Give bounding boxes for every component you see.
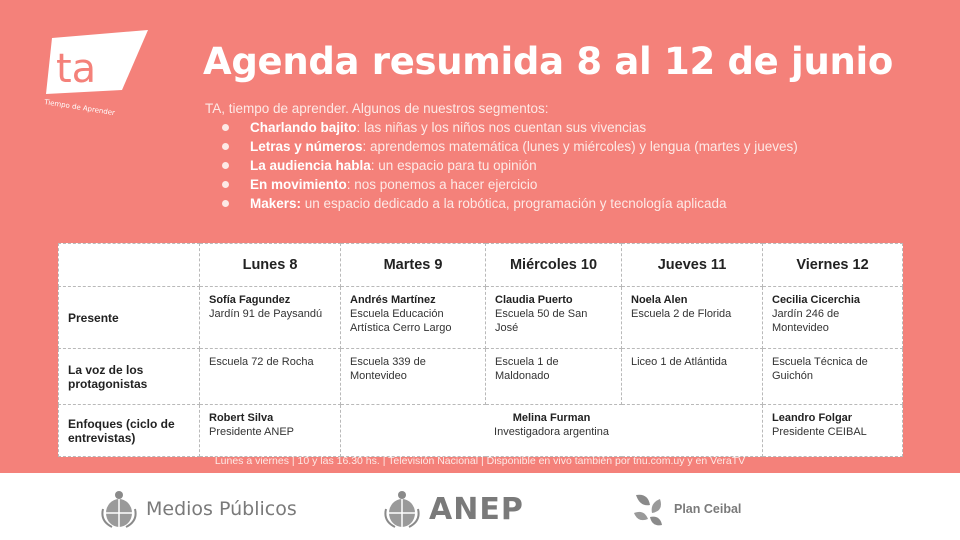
table-cell: Escuela 339 de Montevideo — [341, 349, 486, 405]
partners-bar — [0, 473, 960, 540]
uruguay-crest-icon — [383, 489, 421, 529]
table-cell: Escuela Técnica de Guichón — [763, 349, 903, 405]
table-cell: Liceo 1 de Atlántida — [622, 349, 763, 405]
segment-item — [205, 175, 925, 194]
medios-publicos-text: Medios Públicos — [146, 498, 297, 520]
guest-detail: Investigadora argentina — [494, 426, 609, 438]
table-row — [59, 349, 903, 405]
segment-desc: un espacio dedicado a la robótica, programación y tecnología aplicada — [301, 196, 727, 211]
guest-name: Leandro Folgar — [772, 412, 853, 424]
uruguay-crest-icon — [100, 489, 138, 529]
ceibal-flower-icon — [630, 491, 666, 527]
guest-name: Sofía Fagundez — [209, 294, 291, 306]
guest-detail: Escuela 2 de Florida — [631, 308, 732, 320]
guest-detail: Jardín 246 de Montevideo — [772, 308, 840, 334]
guest-detail: Escuela Educación Artística Cerro Largo — [350, 308, 452, 334]
table-cell — [622, 287, 763, 349]
logo-text: ta — [56, 46, 97, 92]
day-header: Martes 9 — [341, 244, 486, 287]
segment-name: Charlando bajito — [250, 120, 357, 135]
guest-name: Melina Furman — [512, 412, 591, 424]
segment-item — [205, 118, 925, 137]
table-cell — [486, 287, 622, 349]
segment-item — [205, 137, 925, 156]
intro-section — [205, 99, 925, 213]
table-cell — [763, 287, 903, 349]
guest-name: Claudia Puerto — [495, 294, 573, 306]
segment-desc: : un espacio para tu opinión — [370, 158, 537, 173]
table-cell — [200, 287, 341, 349]
table-header-row — [59, 244, 903, 287]
segment-name: Letras y números — [250, 139, 363, 154]
day-header: Lunes 8 — [200, 244, 341, 287]
guest-name: Noela Alen — [631, 294, 688, 306]
medios-publicos-logo — [100, 489, 297, 529]
anep-text: ANEP — [429, 491, 524, 527]
plan-ceibal-text: Plan Ceibal — [674, 502, 742, 516]
segment-name: En movimiento — [250, 177, 347, 192]
day-header: Jueves 11 — [622, 244, 763, 287]
segment-name: La audiencia habla — [250, 158, 371, 173]
table-cell: Escuela 1 de Maldonado — [486, 349, 622, 405]
segment-desc: : nos ponemos a hacer ejercicio — [346, 177, 538, 192]
guest-detail: Presidente ANEP — [209, 426, 294, 438]
anep-logo — [383, 489, 524, 529]
segment-desc: : las niñas y los niños nos cuentan sus vivencias — [356, 120, 647, 135]
header-empty-cell — [59, 244, 200, 287]
guest-detail: Jardín 91 de Paysandú — [209, 308, 323, 320]
guest-detail: Presidente CEIBAL — [772, 426, 867, 438]
guest-detail: Escuela 50 de San José — [495, 308, 588, 334]
agenda-table — [58, 243, 903, 457]
intro-lead: TA, tiempo de aprender. Algunos de nuestros segmentos: — [205, 101, 549, 116]
page-title: Agenda resumida 8 al 12 de junio — [203, 40, 894, 83]
segment-desc: : aprendemos matemática (lunes y miércoles) y lengua (martes y jueves) — [362, 139, 798, 154]
segment-list — [205, 118, 925, 213]
guest-name: Robert Silva — [209, 412, 274, 424]
day-header: Viernes 12 — [763, 244, 903, 287]
segment-name: Makers: — [250, 196, 302, 211]
plan-ceibal-logo — [630, 489, 741, 529]
schedule-footer: Lunes a viernes | 10 y las 16.30 hs. | Televisión Nacional | Disponible en vivo también por tnu.com.uy y en VeraTV — [214, 455, 746, 467]
guest-name: Andrés Martínez — [350, 294, 436, 306]
guest-name: Cecilia Cicerchia — [772, 294, 861, 306]
segment-item — [205, 156, 925, 175]
row-label: Enfoques (ciclo de entrevistas) — [59, 405, 200, 457]
row-label: Presente — [59, 287, 200, 349]
table-row — [59, 287, 903, 349]
logo-tagline: Tiempo de Aprender — [43, 98, 116, 118]
segment-item — [205, 194, 925, 213]
table-cell — [341, 287, 486, 349]
ta-logo — [40, 30, 160, 130]
table-cell: Escuela 72 de Rocha — [200, 349, 341, 405]
day-header: Miércoles 10 — [486, 244, 622, 287]
row-label: La voz de los protagonistas — [59, 349, 200, 405]
